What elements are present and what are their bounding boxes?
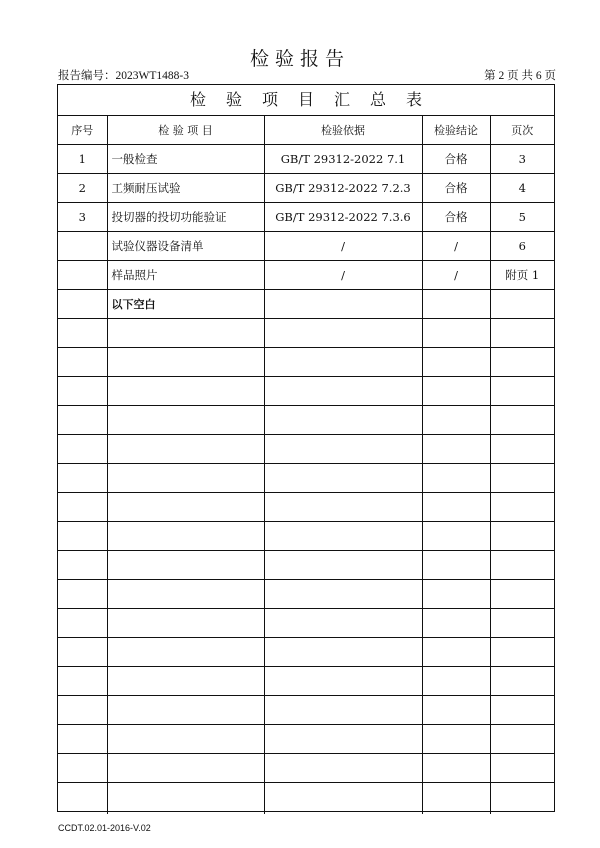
- empty-cell: [422, 754, 490, 783]
- table-row-empty: [58, 609, 554, 638]
- cell-item: 试验仪器设备清单: [107, 232, 264, 261]
- cell-no: [58, 290, 107, 319]
- table-row-empty: [58, 406, 554, 435]
- report-title: 检验报告: [249, 48, 350, 70]
- cell-page: 3: [490, 145, 554, 174]
- table-row-empty: [58, 638, 554, 667]
- empty-cell: [490, 493, 554, 522]
- col-header-result: 检验结论: [422, 116, 490, 145]
- cell-item: 样品照片: [107, 261, 264, 290]
- empty-cell: [107, 725, 264, 754]
- cell-result: 合格: [422, 203, 490, 232]
- cell-no: 3: [58, 203, 107, 232]
- page-info: 第 2 页 共 6 页: [484, 70, 556, 82]
- empty-cell: [58, 754, 107, 783]
- cell-item: 一般检查: [107, 145, 264, 174]
- col-header-basis: 检验依据: [264, 116, 422, 145]
- empty-cell: [58, 406, 107, 435]
- col-header-item: 检 验 项 目: [107, 116, 264, 145]
- summary-table: [58, 116, 554, 814]
- empty-cell: [490, 377, 554, 406]
- cell-basis: GB/T 29312-2022 7.1: [264, 145, 422, 174]
- table-row-empty: [58, 551, 554, 580]
- empty-cell: [107, 667, 264, 696]
- cell-basis: /: [264, 232, 422, 261]
- cell-result: [422, 290, 490, 319]
- table-row-empty: [58, 435, 554, 464]
- form-code: CCDT.02.01-2016-V.02: [58, 823, 151, 833]
- empty-cell: [58, 493, 107, 522]
- table-row-empty: [58, 696, 554, 725]
- table-row-empty: [58, 725, 554, 754]
- empty-cell: [490, 435, 554, 464]
- table-row-empty: [58, 580, 554, 609]
- table-row-empty: [58, 522, 554, 551]
- empty-cell: [490, 348, 554, 377]
- empty-cell: [422, 696, 490, 725]
- cell-basis: /: [264, 261, 422, 290]
- table-row: [58, 174, 554, 203]
- empty-cell: [422, 377, 490, 406]
- empty-cell: [490, 319, 554, 348]
- empty-cell: [107, 319, 264, 348]
- empty-cell: [422, 783, 490, 814]
- empty-cell: [490, 609, 554, 638]
- empty-cell: [264, 667, 422, 696]
- empty-cell: [490, 551, 554, 580]
- cell-page: 6: [490, 232, 554, 261]
- empty-cell: [58, 638, 107, 667]
- summary-table-frame: [57, 84, 555, 812]
- empty-cell: [490, 464, 554, 493]
- cell-page: 4: [490, 174, 554, 203]
- cell-item: 投切器的投切功能验证: [107, 203, 264, 232]
- empty-cell: [107, 377, 264, 406]
- cell-result: /: [422, 232, 490, 261]
- empty-cell: [107, 609, 264, 638]
- empty-cell: [422, 522, 490, 551]
- empty-cell: [264, 609, 422, 638]
- cell-no: 2: [58, 174, 107, 203]
- empty-cell: [58, 348, 107, 377]
- table-title: 检验项目汇总表: [58, 85, 554, 116]
- empty-cell: [107, 348, 264, 377]
- empty-cell: [264, 319, 422, 348]
- empty-cell: [264, 696, 422, 725]
- empty-cell: [490, 783, 554, 814]
- table-row-empty: [58, 319, 554, 348]
- empty-cell: [264, 725, 422, 754]
- empty-cell: [107, 696, 264, 725]
- empty-cell: [264, 522, 422, 551]
- empty-cell: [422, 493, 490, 522]
- empty-cell: [490, 754, 554, 783]
- empty-cell: [422, 638, 490, 667]
- cell-no: [58, 232, 107, 261]
- cell-page: 5: [490, 203, 554, 232]
- table-row-empty: [58, 783, 554, 814]
- empty-cell: [58, 464, 107, 493]
- empty-cell: [422, 435, 490, 464]
- empty-cell: [264, 580, 422, 609]
- empty-cell: [422, 725, 490, 754]
- table-row: [58, 232, 554, 261]
- empty-cell: [490, 667, 554, 696]
- empty-cell: [264, 493, 422, 522]
- empty-cell: [490, 406, 554, 435]
- empty-cell: [422, 580, 490, 609]
- empty-cell: [58, 783, 107, 814]
- empty-cell: [107, 406, 264, 435]
- cell-result: 合格: [422, 174, 490, 203]
- table-row-empty: [58, 754, 554, 783]
- empty-cell: [107, 580, 264, 609]
- empty-cell: [264, 754, 422, 783]
- empty-cell: [58, 377, 107, 406]
- cell-result: 合格: [422, 145, 490, 174]
- table-row-empty: [58, 667, 554, 696]
- empty-cell: [422, 348, 490, 377]
- cell-no: 1: [58, 145, 107, 174]
- empty-cell: [107, 493, 264, 522]
- empty-cell: [490, 522, 554, 551]
- report-number: 报告编号：2023WT1488-3: [58, 70, 189, 82]
- empty-cell: [490, 696, 554, 725]
- empty-cell: [490, 638, 554, 667]
- empty-cell: [264, 551, 422, 580]
- col-header-no: 序号: [58, 116, 107, 145]
- empty-cell: [107, 754, 264, 783]
- cell-basis: GB/T 29312-2022 7.2.3: [264, 174, 422, 203]
- empty-cell: [264, 348, 422, 377]
- cell-no: [58, 261, 107, 290]
- empty-cell: [107, 551, 264, 580]
- empty-cell: [58, 609, 107, 638]
- empty-cell: [422, 667, 490, 696]
- empty-cell: [58, 725, 107, 754]
- empty-cell: [422, 464, 490, 493]
- empty-cell: [264, 435, 422, 464]
- empty-cell: [107, 435, 264, 464]
- empty-cell: [422, 609, 490, 638]
- cell-page: 附页 1: [490, 261, 554, 290]
- empty-cell: [58, 435, 107, 464]
- cell-item: 工频耐压试验: [107, 174, 264, 203]
- empty-cell: [58, 522, 107, 551]
- empty-cell: [422, 551, 490, 580]
- table-row-empty: [58, 464, 554, 493]
- empty-cell: [264, 464, 422, 493]
- empty-cell: [422, 319, 490, 348]
- empty-cell: [107, 522, 264, 551]
- table-row-empty: [58, 377, 554, 406]
- empty-cell: [264, 406, 422, 435]
- cell-basis: GB/T 29312-2022 7.3.6: [264, 203, 422, 232]
- table-row: [58, 145, 554, 174]
- empty-cell: [107, 464, 264, 493]
- empty-cell: [58, 551, 107, 580]
- empty-cell: [490, 725, 554, 754]
- empty-cell: [58, 696, 107, 725]
- empty-cell: [422, 406, 490, 435]
- table-row: [58, 261, 554, 290]
- empty-cell: [107, 638, 264, 667]
- empty-cell: [264, 783, 422, 814]
- empty-cell: [58, 319, 107, 348]
- empty-cell: [58, 667, 107, 696]
- table-header-row: [58, 116, 554, 145]
- cell-item-end-marker: 以下空白: [107, 290, 264, 319]
- table-row: [58, 203, 554, 232]
- col-header-page: 页次: [490, 116, 554, 145]
- cell-basis: [264, 290, 422, 319]
- empty-cell: [58, 580, 107, 609]
- empty-cell: [264, 377, 422, 406]
- table-row-empty: [58, 493, 554, 522]
- empty-cell: [107, 783, 264, 814]
- table-row: [58, 290, 554, 319]
- table-row-empty: [58, 348, 554, 377]
- cell-page: [490, 290, 554, 319]
- empty-cell: [490, 580, 554, 609]
- cell-result: /: [422, 261, 490, 290]
- empty-cell: [264, 638, 422, 667]
